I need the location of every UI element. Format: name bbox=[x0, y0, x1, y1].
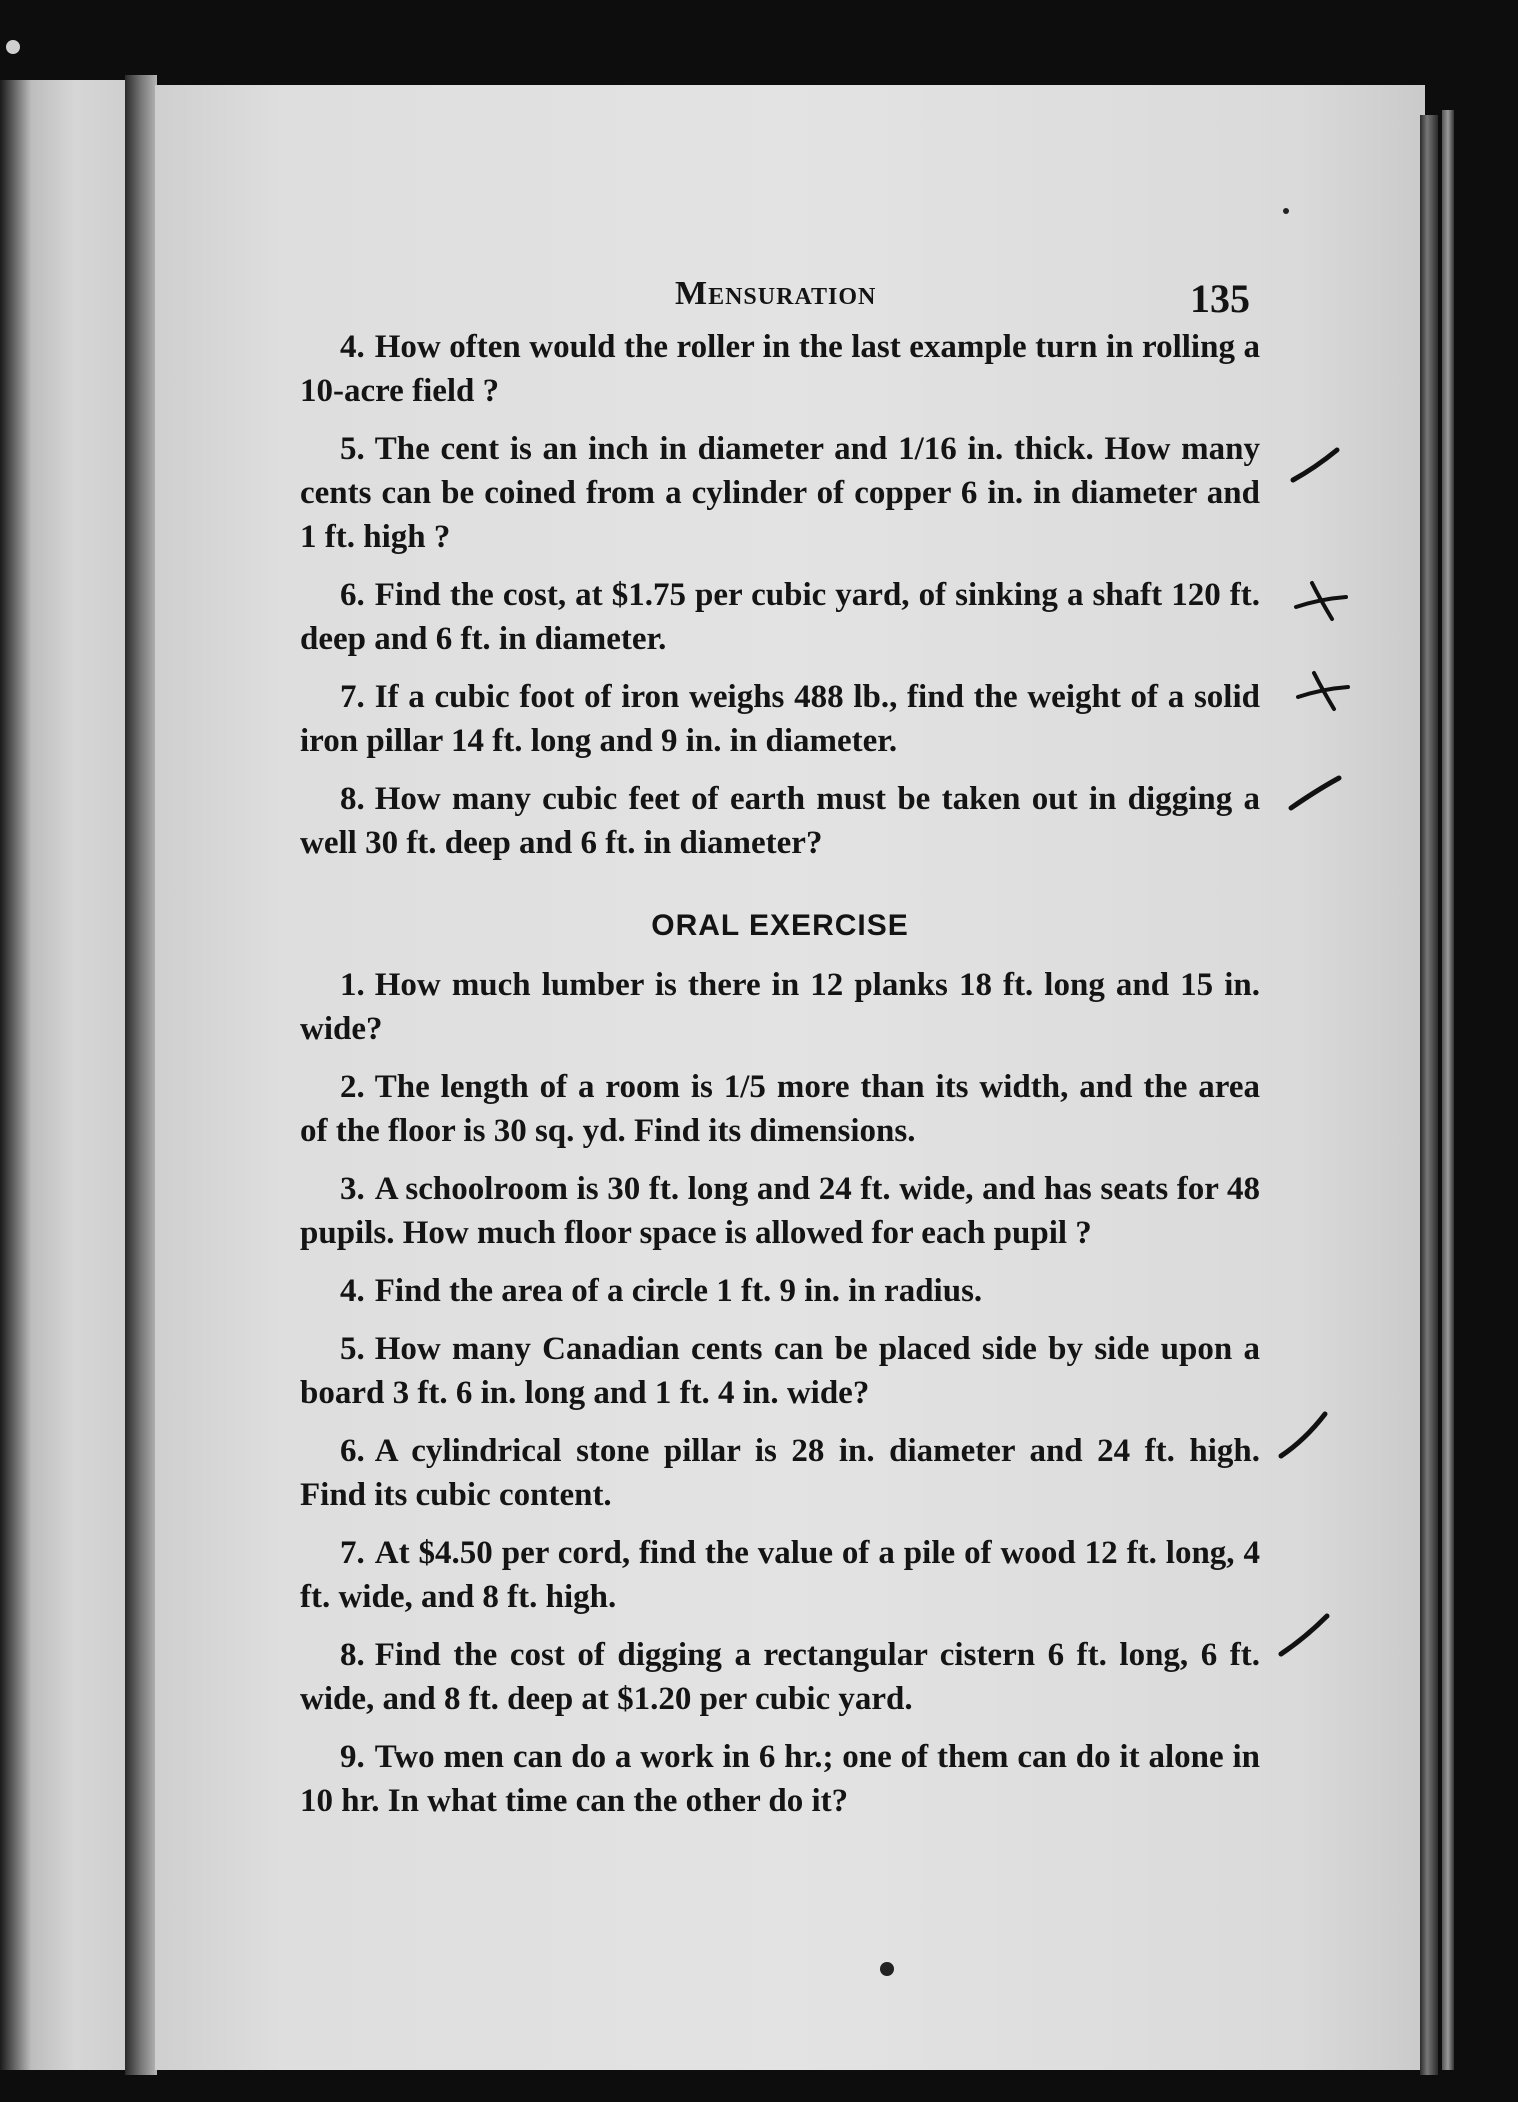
scan-speck bbox=[6, 40, 20, 54]
check-mark-icon bbox=[1285, 440, 1345, 490]
problem-text: A schoolroom is 30 ft. long and 24 ft. wide, and has seats for 48 pupils. How much floor space is allowed for each pupil ? bbox=[300, 1171, 1260, 1251]
problem-text: Find the area of a circle 1 ft. 9 in. in radius. bbox=[374, 1273, 983, 1309]
problem-number: 5. bbox=[340, 1331, 365, 1367]
page-right-edge bbox=[1420, 115, 1438, 2075]
problems-top bbox=[300, 325, 1260, 865]
problem-number: 8. bbox=[340, 1637, 365, 1673]
problem-number: 7. bbox=[340, 679, 365, 715]
problem-text: The cent is an inch in diameter and 1/16 in. thick. How many cents can be coined from a cylinder of copper 6 in. in diameter and 1 ft. high ? bbox=[300, 431, 1260, 555]
problem-item bbox=[300, 777, 1260, 865]
page-text bbox=[300, 265, 1260, 1837]
problem-number: 4. bbox=[340, 1273, 365, 1309]
problem-text: How many Canadian cents can be placed side by side upon a board 3 ft. 6 in. long and 1 ft. 4 in. wide? bbox=[300, 1331, 1260, 1411]
book-gutter bbox=[125, 75, 157, 2075]
problem-item bbox=[300, 1327, 1260, 1415]
problem-text: How many cubic feet of earth must be taken out in digging a well 30 ft. deep and 6 ft. in diameter? bbox=[300, 781, 1260, 861]
page-stack-edge bbox=[1442, 110, 1454, 2070]
problem-number: 6. bbox=[340, 1433, 365, 1469]
problem-item bbox=[300, 1167, 1260, 1255]
problem-item bbox=[300, 427, 1260, 559]
problem-item bbox=[300, 1429, 1260, 1517]
problem-item bbox=[300, 1269, 1260, 1313]
problem-number: 5. bbox=[340, 431, 365, 467]
problem-text: Two men can do a work in 6 hr.; one of them can do it alone in 10 hr. In what time can the other do it? bbox=[300, 1739, 1260, 1819]
problem-number: 4. bbox=[340, 329, 365, 365]
problem-number: 7. bbox=[340, 1535, 365, 1571]
ink-speck bbox=[880, 1962, 894, 1976]
problem-text: Find the cost, at $1.75 per cubic yard, of sinking a shaft 120 ft. deep and 6 ft. in diameter. bbox=[300, 577, 1260, 657]
problem-number: 9. bbox=[340, 1739, 365, 1775]
check-mark-icon bbox=[1275, 1410, 1335, 1460]
problem-number: 8. bbox=[340, 781, 365, 817]
oral-exercise-list bbox=[300, 963, 1260, 1823]
check-mark-icon bbox=[1275, 1610, 1335, 1660]
check-mark-icon bbox=[1285, 770, 1345, 820]
problem-text: How much lumber is there in 12 planks 18 ft. long and 15 in. wide? bbox=[300, 967, 1260, 1047]
page-number: 135 bbox=[1190, 276, 1250, 321]
problem-number: 3. bbox=[340, 1171, 365, 1207]
problem-text: Find the cost of digging a rectangular cistern 6 ft. long, 6 ft. wide, and 8 ft. deep at $1.20 per cubic yard. bbox=[300, 1637, 1260, 1717]
problem-text: If a cubic foot of iron weighs 488 lb., find the weight of a solid iron pillar 14 ft. long and 9 in. in diameter. bbox=[300, 679, 1260, 759]
problem-number: 6. bbox=[340, 577, 365, 613]
problem-item bbox=[300, 963, 1260, 1051]
left-page-edge bbox=[0, 80, 125, 2070]
problem-item bbox=[300, 1065, 1260, 1153]
section-heading: ORAL EXERCISE bbox=[651, 909, 909, 942]
cross-mark-icon bbox=[1292, 665, 1352, 715]
problem-item bbox=[300, 1735, 1260, 1823]
cross-mark-icon bbox=[1290, 575, 1350, 625]
ink-speck bbox=[1283, 208, 1289, 214]
running-title: Mensuration bbox=[675, 275, 877, 312]
problem-text: At $4.50 per cord, find the value of a pile of wood 12 ft. long, 4 ft. wide, and 8 ft. high. bbox=[300, 1535, 1260, 1615]
problem-text: The length of a room is 1/5 more than its width, and the area of the floor is 30 sq. yd. Find its dimensions. bbox=[300, 1069, 1260, 1149]
problem-item bbox=[300, 325, 1260, 413]
running-head bbox=[300, 265, 1260, 325]
problem-text: A cylindrical stone pillar is 28 in. diameter and 24 ft. high. Find its cubic content. bbox=[300, 1433, 1260, 1513]
problem-item bbox=[300, 573, 1260, 661]
problem-number: 2. bbox=[340, 1069, 365, 1105]
problem-number: 1. bbox=[340, 967, 365, 1003]
problem-item bbox=[300, 1633, 1260, 1721]
problem-item bbox=[300, 675, 1260, 763]
problem-item bbox=[300, 1531, 1260, 1619]
problem-text: How often would the roller in the last example turn in rolling a 10-acre field ? bbox=[300, 329, 1260, 409]
